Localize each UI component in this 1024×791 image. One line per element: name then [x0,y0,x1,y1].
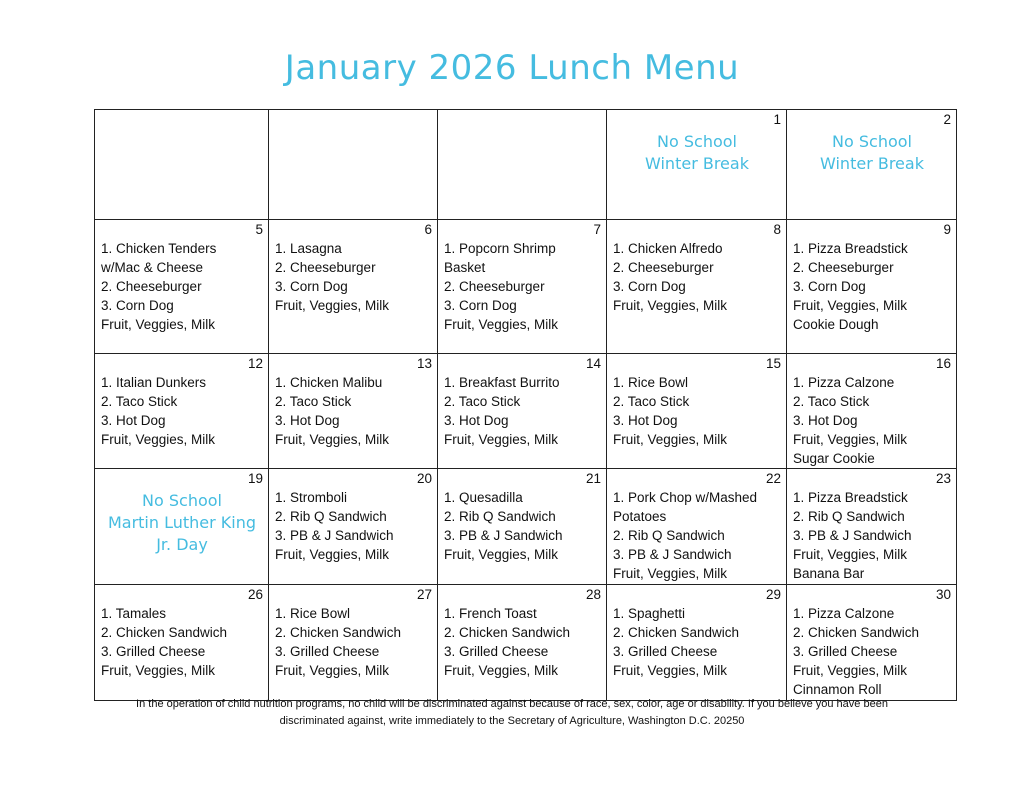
day-cell [607,354,787,469]
menu-item: 3. Corn Dog [793,279,866,294]
menu-item: 2. Cheeseburger [275,260,376,275]
menu-item: 1. Spaghetti [613,606,686,621]
menu-calendar [94,109,957,701]
menu-item: 2. Chicken Sandwich [444,625,571,640]
day-number: 13 [416,356,432,371]
menu-item: Fruit, Veggies, Milk [613,566,728,581]
day-number [444,111,601,129]
day-cell [269,585,438,701]
menu-item: 3. Grilled Cheese [613,644,718,659]
week-row [95,354,957,469]
day-cell [438,469,607,585]
menu-item: 2. Chicken Sandwich [101,625,228,640]
menu-item: 3. Hot Dog [444,413,509,428]
menu-item: 3. Corn Dog [101,298,174,313]
menu-item: 3. Hot Dog [275,413,340,428]
menu-item: 1. Rice Bowl [613,375,689,390]
menu-item: Fruit, Veggies, Milk [613,663,728,678]
week-row [95,110,957,220]
menu-item: 1. Chicken Tenders [101,241,217,256]
menu-item: 2. Chicken Sandwich [793,625,920,640]
menu-item: Fruit, Veggies, Milk [101,663,216,678]
day-cell [95,220,269,354]
menu-item: 2. Cheeseburger [444,279,545,294]
day-number: 14 [585,356,601,371]
day-cell [607,469,787,585]
day-number: 28 [585,587,601,602]
day-cell [438,110,607,220]
menu-item: Fruit, Veggies, Milk [444,663,559,678]
day-cell [269,110,438,220]
day-cell [269,469,438,585]
day-number: 9 [943,222,951,237]
menu-item: 1. Italian Dunkers [101,375,207,390]
no-school-note: No School [657,132,737,151]
menu-item: 3. Grilled Cheese [444,644,549,659]
menu-item: Fruit, Veggies, Milk [613,298,728,313]
menu-item: Fruit, Veggies, Milk [101,432,216,447]
menu-item: 3. Hot Dog [613,413,678,428]
day-cell [438,354,607,469]
menu-item: 2. Taco Stick [444,394,521,409]
menu-item: Potatoes [613,509,667,524]
menu-item: Cinnamon Roll [793,682,882,697]
day-cell [269,220,438,354]
menu-item: Fruit, Veggies, Milk [101,317,216,332]
menu-item: Basket [444,260,486,275]
menu-item: 3. PB & J Sandwich [275,528,394,543]
day-cell [95,110,269,220]
menu-item: 1. Rice Bowl [275,606,351,621]
menu-item: 3. Corn Dog [444,298,517,313]
menu-item: 2. Rib Q Sandwich [613,528,725,543]
day-cell [269,354,438,469]
menu-item: 1. Tamales [101,606,167,621]
menu-item: Fruit, Veggies, Milk [275,298,390,313]
day-number: 23 [935,471,951,486]
week-row [95,585,957,701]
menu-item: 1. Pizza Breadstick [793,490,908,505]
menu-item: 1. Chicken Malibu [275,375,383,390]
day-number: 5 [255,222,263,237]
menu-item: Fruit, Veggies, Milk [444,547,559,562]
menu-item: 2. Chicken Sandwich [275,625,402,640]
menu-item: 1. Popcorn Shrimp [444,241,556,256]
day-number: 6 [424,222,432,237]
day-number: 15 [765,356,781,371]
no-school-note: Winter Break [820,154,924,173]
week-row [95,220,957,354]
menu-item: 1. Pizza Calzone [793,606,895,621]
menu-item: 2. Taco Stick [613,394,690,409]
menu-item: Fruit, Veggies, Milk [793,432,908,447]
menu-item: Fruit, Veggies, Milk [793,298,908,313]
menu-item: Fruit, Veggies, Milk [444,317,559,332]
menu-item: 2. Chicken Sandwich [613,625,740,640]
menu-item: Fruit, Veggies, Milk [613,432,728,447]
day-number: 12 [247,356,263,371]
day-number: 27 [416,587,432,602]
menu-item: 2. Cheeseburger [793,260,894,275]
menu-item: 2. Rib Q Sandwich [275,509,387,524]
day-number: 1 [773,112,781,127]
menu-item: 1. Quesadilla [444,490,523,505]
day-number: 22 [765,471,781,486]
week-row [95,469,957,585]
menu-item: Fruit, Veggies, Milk [275,432,390,447]
menu-item: Fruit, Veggies, Milk [444,432,559,447]
menu-item: Banana Bar [793,566,865,581]
menu-item: 2. Taco Stick [275,394,352,409]
day-cell [787,585,957,701]
menu-item: 1. Breakfast Burrito [444,375,560,390]
menu-item: 3. PB & J Sandwich [613,547,732,562]
day-number: 26 [247,587,263,602]
footer-line-2: discriminated against, write immediately to the Secretary of Agriculture, Washington D.C. 20250 [279,715,745,727]
menu-item: 1. Pork Chop w/Mashed [613,490,758,505]
no-school-note: Jr. Day [156,535,208,554]
day-number: 20 [416,471,432,486]
day-number: 8 [773,222,781,237]
day-number: 19 [247,471,263,486]
menu-item: Fruit, Veggies, Milk [275,663,390,678]
day-number: 29 [765,587,781,602]
day-cell [607,110,787,220]
day-cell [787,354,957,469]
no-school-note: Martin Luther King [107,513,257,532]
menu-item: w/Mac & Cheese [101,260,204,275]
day-number: 16 [935,356,951,371]
day-cell [438,220,607,354]
menu-item: 3. Hot Dog [101,413,166,428]
day-number [275,111,432,129]
day-cell [787,110,957,220]
menu-item: Fruit, Veggies, Milk [793,663,908,678]
menu-item: 1. French Toast [444,606,537,621]
menu-item: 3. PB & J Sandwich [444,528,563,543]
menu-item: 3. Grilled Cheese [101,644,206,659]
menu-item: 2. Cheeseburger [613,260,714,275]
menu-item: 3. Corn Dog [613,279,686,294]
day-cell [438,585,607,701]
menu-item: 3. Grilled Cheese [793,644,898,659]
menu-item: Fruit, Veggies, Milk [275,547,390,562]
menu-item: 3. Hot Dog [793,413,858,428]
menu-item: 2. Taco Stick [101,394,178,409]
no-school-note: No School [832,132,912,151]
menu-item: 1. Pizza Calzone [793,375,895,390]
menu-item: 1. Chicken Alfredo [613,241,723,256]
menu-item: 2. Rib Q Sandwich [444,509,556,524]
menu-item: 2. Taco Stick [793,394,870,409]
day-cell [787,220,957,354]
no-school-note: Winter Break [645,154,749,173]
day-cell [787,469,957,585]
menu-item: 1. Lasagna [275,241,342,256]
day-cell [607,585,787,701]
day-number: 21 [585,471,601,486]
day-cell [95,469,269,585]
day-number: 30 [935,587,951,602]
page-title: January 2026 Lunch Menu [284,48,740,88]
day-cell [607,220,787,354]
menu-item: 3. Grilled Cheese [275,644,380,659]
day-number: 2 [943,112,951,127]
footer-line-1: In the operation of child nutrition programs, no child will be discriminated against because of race, sex, color, age or disability. If you believe you have been [136,698,888,710]
menu-item: 3. PB & J Sandwich [793,528,912,543]
menu-item: 1. Stromboli [275,490,348,505]
menu-item: Sugar Cookie [793,451,875,466]
menu-item: Cookie Dough [793,317,879,332]
no-school-note: No School [142,491,222,510]
menu-item: 3. Corn Dog [275,279,348,294]
day-cell [95,354,269,469]
nondiscrimination-footer [0,696,1024,730]
menu-item: 2. Rib Q Sandwich [793,509,905,524]
day-number [101,111,263,129]
menu-item: 2. Cheeseburger [101,279,202,294]
menu-item: 1. Pizza Breadstick [793,241,908,256]
menu-item: Fruit, Veggies, Milk [793,547,908,562]
day-cell [95,585,269,701]
day-number: 7 [593,222,601,237]
